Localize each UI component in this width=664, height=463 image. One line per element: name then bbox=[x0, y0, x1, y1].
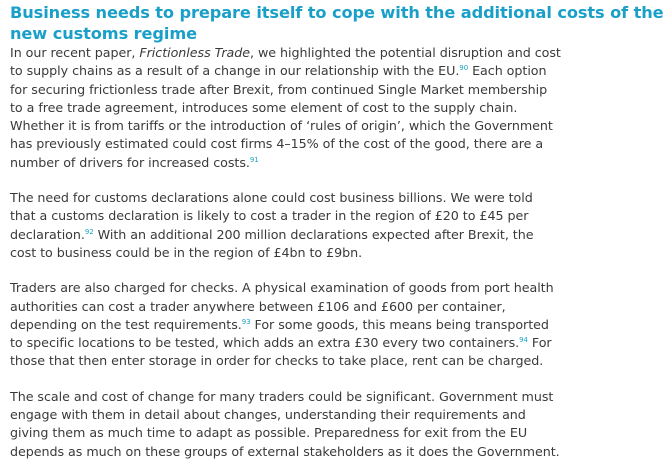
footnote-ref[interactable]: 90 bbox=[459, 64, 469, 73]
text-run: Each option bbox=[468, 63, 547, 79]
text-line: Whether it is from tariffs or the introduction of ‘rules of origin’, which the Government bbox=[10, 118, 553, 134]
paragraph-4 bbox=[10, 388, 560, 461]
footnote-ref[interactable]: 93 bbox=[241, 317, 251, 326]
text-run: number of drivers for increased costs. bbox=[10, 154, 250, 170]
text-line: those that then enter storage in order for checks to take place, rent can be charged. bbox=[10, 353, 544, 369]
text-line: The scale and cost of change for many traders could be significant. Government must bbox=[10, 388, 554, 404]
text-run: declaration. bbox=[10, 226, 85, 242]
text-line: The need for customs declarations alone could cost business billions. We were told bbox=[10, 190, 533, 206]
text-line bbox=[10, 154, 554, 172]
text-run: For bbox=[527, 335, 552, 351]
text-run: For some goods, this means being transported bbox=[250, 316, 549, 332]
paragraph-2 bbox=[10, 189, 554, 262]
text-line bbox=[10, 316, 554, 334]
text-line bbox=[10, 62, 554, 80]
text-line bbox=[10, 334, 554, 352]
text-line: authorities can cost a trader anywhere between £106 and £600 per container, bbox=[10, 298, 506, 314]
heading-line-2: new customs regime bbox=[10, 24, 197, 43]
text-line: for securing frictionless trade after Brexit, from continued Single Market membership bbox=[10, 81, 548, 97]
paragraph-1 bbox=[10, 44, 561, 172]
footnote-ref[interactable]: 92 bbox=[84, 227, 94, 236]
text-line: has previously estimated could cost firms 4–15% of the cost of the good, there are a bbox=[10, 136, 544, 152]
text-run: to supply chains as a result of a change in our relationship with the EU. bbox=[10, 63, 460, 79]
text-line: to a free trade agreement, introduces some element of cost to the supply chain. bbox=[10, 99, 518, 115]
footnote-ref[interactable]: 94 bbox=[519, 336, 528, 345]
text-run: With an additional 200 million declarations expected after Brexit, the bbox=[93, 226, 534, 242]
heading-line-1: Business needs to prepare itself to cope with the additional costs of the bbox=[10, 3, 664, 22]
text-run: , we highlighted the potential disruption and cost bbox=[250, 45, 561, 60]
text-line: depends as much on these groups of external stakeholders as it does the Government. bbox=[10, 443, 560, 459]
text-line: that a customs declaration is likely to cost a trader in the region of £20 to £45 per bbox=[10, 208, 529, 224]
paragraph-3 bbox=[10, 279, 554, 370]
text-line: giving them as much time to adapt as possible. Preparedness for exit from the EU bbox=[10, 425, 528, 441]
text-line bbox=[10, 44, 561, 62]
text-line: cost to business could be in the region of £4bn to £9bn. bbox=[10, 244, 363, 260]
footnote-ref[interactable]: 91 bbox=[249, 155, 259, 164]
text-line: Traders are also charged for checks. A physical examination of goods from port health bbox=[10, 280, 554, 296]
text-run: In our recent paper, bbox=[10, 45, 140, 60]
body-text bbox=[10, 44, 561, 461]
text-line: engage with them in detail about changes, understanding their requirements and bbox=[10, 407, 526, 423]
text-run: to specific locations to be tested, which adds an extra £30 every two containers. bbox=[10, 335, 520, 351]
paper-title: Frictionless Trade bbox=[139, 45, 250, 60]
section-heading bbox=[10, 0, 664, 44]
text-line bbox=[10, 226, 554, 244]
text-run: depending on the test requirements. bbox=[10, 316, 242, 332]
